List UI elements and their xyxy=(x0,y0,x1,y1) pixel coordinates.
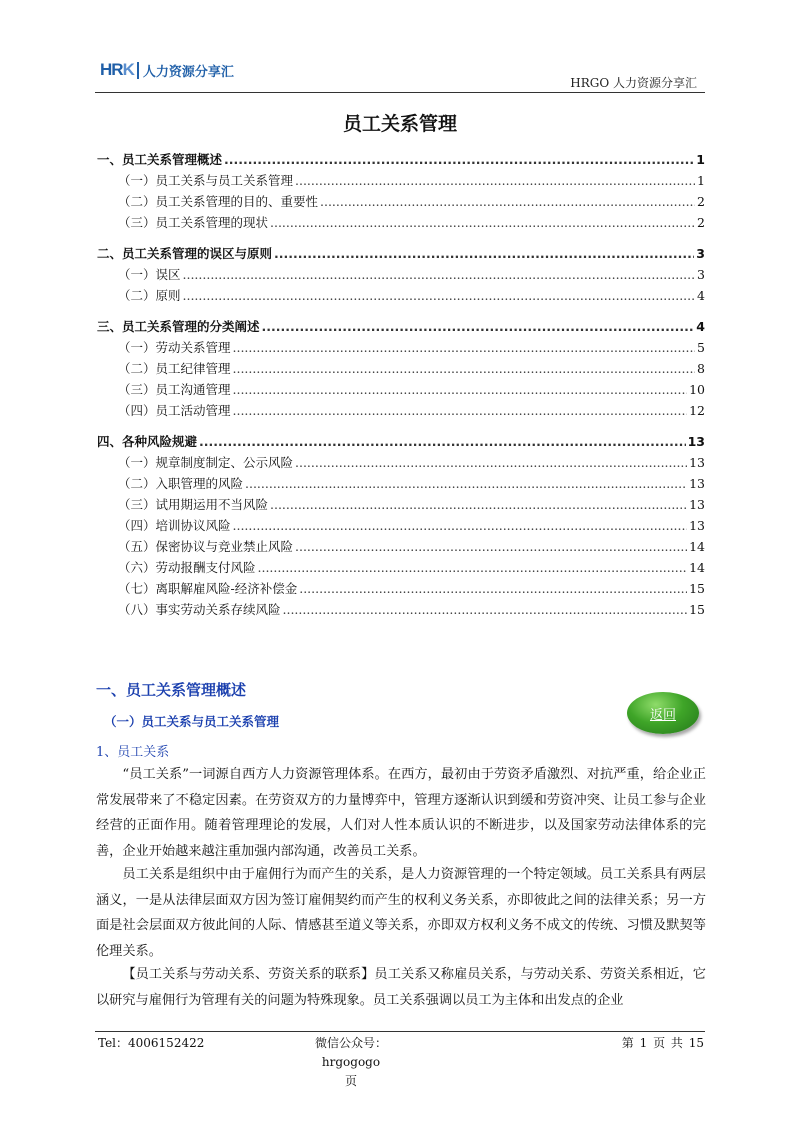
toc-entry-page: 13 xyxy=(689,518,705,533)
toc-leader-dots xyxy=(233,361,696,376)
toc-entry-page: 3 xyxy=(697,267,705,282)
logo-text: 人力资源分享汇 xyxy=(142,64,234,80)
toc-entry-label: （八）事实劳动关系存续风险 xyxy=(118,602,281,617)
footer-wechat-text: 微信公众号：hrgogogo xyxy=(314,1036,387,1069)
toc-entry-section[interactable] xyxy=(97,338,705,359)
section-heading: 一、员工关系管理概述 xyxy=(96,681,247,699)
toc-leader-dots xyxy=(274,246,694,261)
toc-entry-section[interactable] xyxy=(97,495,705,516)
toc-entry-label: （一）误区 xyxy=(118,267,181,282)
toc-leader-dots xyxy=(233,403,688,418)
toc-entry-label: 一、员工关系管理概述 xyxy=(97,152,223,167)
toc-entry-page: 2 xyxy=(697,215,705,230)
toc-entry-chapter[interactable] xyxy=(97,150,705,171)
logo-mark: HRK xyxy=(100,60,134,79)
brand-logo xyxy=(100,60,234,80)
back-button-label: 返回 xyxy=(649,707,676,723)
toc-leader-dots xyxy=(233,382,688,397)
toc-leader-dots xyxy=(233,340,696,355)
toc-entry-section[interactable] xyxy=(97,213,705,234)
body-paragraph: 【员工关系与劳动关系、劳资关系的联系】员工关系又称雇员关系，与劳动关系、劳资关系相近，它以研究与雇佣行为管理有关的问题为特殊现象。员工关系强调以员工为主体和出发点的企业 xyxy=(96,967,706,1008)
toc-entry-section[interactable] xyxy=(97,359,705,380)
toc-entry-label: （二）入职管理的风险 xyxy=(118,476,244,491)
body-paragraph: “员工关系”一词源自西方人力资源管理体系。在西方，最初由于劳资矛盾激烈、对抗严重，给企业正常发展带来了不稳定因素。在劳资双方的力量博弈中，管理方逐渐认识到缓和劳资冲突、让员工参与企业经营的正面作用。随着管理理论的发展，人们对人性本质认识的不断进步，以及国家劳动法律体系的完善，企业开始越来越注重加强内部沟通，改善员工关系。 xyxy=(96,767,706,859)
header-rule xyxy=(95,92,705,93)
toc-entry-section[interactable] xyxy=(97,579,705,600)
logo-divider xyxy=(137,62,139,79)
toc-entry-label: （六）劳动报酬支付风险 xyxy=(118,560,256,575)
toc-entry-page: 4 xyxy=(697,288,705,303)
footer-page-mid: 页 共 xyxy=(653,1036,683,1050)
toc-entry-chapter[interactable] xyxy=(97,244,705,265)
toc-leader-dots xyxy=(270,497,687,512)
toc-entry-label: （一）员工关系与员工关系管理 xyxy=(118,173,294,188)
toc-entry-label: （三）试用期运用不当风险 xyxy=(118,497,269,512)
back-button[interactable] xyxy=(627,692,699,734)
toc-entry-section[interactable] xyxy=(97,171,705,192)
toc-entry-section[interactable] xyxy=(97,265,705,286)
toc-entry-label: （七）离职解雇风险-经济补偿金 xyxy=(118,581,298,596)
toc-entry-label: （二）员工纪律管理 xyxy=(118,361,231,376)
toc-entry-label: 四、各种风险规避 xyxy=(97,434,198,449)
toc-leader-dots xyxy=(270,215,695,230)
toc-entry-section[interactable] xyxy=(97,192,705,213)
footer-page-info xyxy=(622,1034,704,1051)
toc-entry-section[interactable] xyxy=(97,286,705,307)
toc-entry-page: 13 xyxy=(689,455,705,470)
toc-entry-label: （一）劳动关系管理 xyxy=(118,340,231,355)
toc-entry-label: （四）员工活动管理 xyxy=(118,403,231,418)
footer-tel: Tel：4006152422 xyxy=(98,1036,205,1050)
toc-entry-section[interactable] xyxy=(97,380,705,401)
toc-entry-label: 二、员工关系管理的误区与原则 xyxy=(97,246,273,261)
toc-entry-section[interactable] xyxy=(97,537,705,558)
header-brand-text: HRGO 人力资源分享汇 xyxy=(570,76,697,90)
toc-entry-section[interactable] xyxy=(97,474,705,495)
document-title: 员工关系管理 xyxy=(342,113,457,135)
toc-leader-dots xyxy=(233,518,688,533)
toc-entry-page: 1 xyxy=(697,173,705,188)
toc-entry-label: 三、员工关系管理的分类阐述 xyxy=(97,319,260,334)
toc-entry-page: 10 xyxy=(689,382,705,397)
toc-entry-page: 5 xyxy=(697,340,705,355)
toc-entry-label: （二）员工关系管理的目的、重要性 xyxy=(118,194,319,209)
toc-entry-label: （三）员工关系管理的现状 xyxy=(118,215,269,230)
toc-entry-page: 3 xyxy=(696,246,705,261)
subsection-heading: （一）员工关系与员工关系管理 xyxy=(104,714,280,729)
toc-entry-page: 12 xyxy=(689,403,705,418)
toc-entry-page: 15 xyxy=(689,581,705,596)
toc-leader-dots xyxy=(224,152,694,167)
toc-entry-label: （一）规章制度制定、公示风险 xyxy=(118,455,294,470)
toc-entry-section[interactable] xyxy=(97,453,705,474)
footer-page-prefix: 第 xyxy=(621,1036,634,1050)
toc-leader-dots xyxy=(262,319,695,334)
toc-entry-chapter[interactable] xyxy=(97,432,705,453)
footer-wechat xyxy=(286,1034,416,1091)
toc-entry-page: 2 xyxy=(697,194,705,209)
toc-entry-label: （二）原则 xyxy=(118,288,181,303)
toc-leader-dots xyxy=(295,539,687,554)
toc-leader-dots xyxy=(245,476,687,491)
toc-entry-page: 14 xyxy=(689,539,705,554)
toc-entry-page: 13 xyxy=(689,476,705,491)
toc-leader-dots xyxy=(295,173,695,188)
footer-page-number: 1 xyxy=(639,1036,648,1050)
subsubsection-heading: 1、员工关系 xyxy=(96,745,170,760)
toc-entry-label: （三）员工沟通管理 xyxy=(118,382,231,397)
toc-entry-page: 14 xyxy=(689,560,705,575)
table-of-contents xyxy=(97,150,705,621)
footer-page-suffix: 页 xyxy=(344,1074,357,1088)
toc-entry-section[interactable] xyxy=(97,558,705,579)
toc-entry-page: 4 xyxy=(696,319,705,334)
toc-entry-section[interactable] xyxy=(97,600,705,621)
toc-leader-dots xyxy=(258,560,688,575)
footer-rule xyxy=(95,1031,705,1032)
toc-leader-dots xyxy=(183,267,696,282)
body-paragraph: 员工关系是组织中由于雇佣行为而产生的关系，是人力资源管理的一个特定领域。员工关系具有两层涵义，一是从法律层面双方因为签订雇佣契约而产生的权利义务关系，亦即彼此之间的法律关系；另一方面是社会层面双方彼此间的人际、情感甚至道义等关系，亦即双方权利义务不成文的传统、习惯及默契等伦理关系。 xyxy=(96,867,706,959)
toc-entry-section[interactable] xyxy=(97,516,705,537)
toc-leader-dots xyxy=(295,455,687,470)
toc-leader-dots xyxy=(283,602,688,617)
toc-entry-section[interactable] xyxy=(97,401,705,422)
toc-entry-label: （四）培训协议风险 xyxy=(118,518,231,533)
toc-entry-chapter[interactable] xyxy=(97,317,705,338)
footer-page-total: 15 xyxy=(688,1036,704,1050)
page-header xyxy=(95,58,705,94)
toc-entry-page: 13 xyxy=(689,497,705,512)
toc-entry-page: 1 xyxy=(696,152,705,167)
toc-leader-dots xyxy=(320,194,695,209)
toc-leader-dots xyxy=(299,581,687,596)
toc-entry-page: 8 xyxy=(697,361,705,376)
toc-leader-dots xyxy=(183,288,696,303)
toc-entry-page: 13 xyxy=(687,434,705,449)
toc-entry-page: 15 xyxy=(689,602,705,617)
toc-entry-label: （五）保密协议与竞业禁止风险 xyxy=(118,539,294,554)
toc-leader-dots xyxy=(199,434,686,449)
